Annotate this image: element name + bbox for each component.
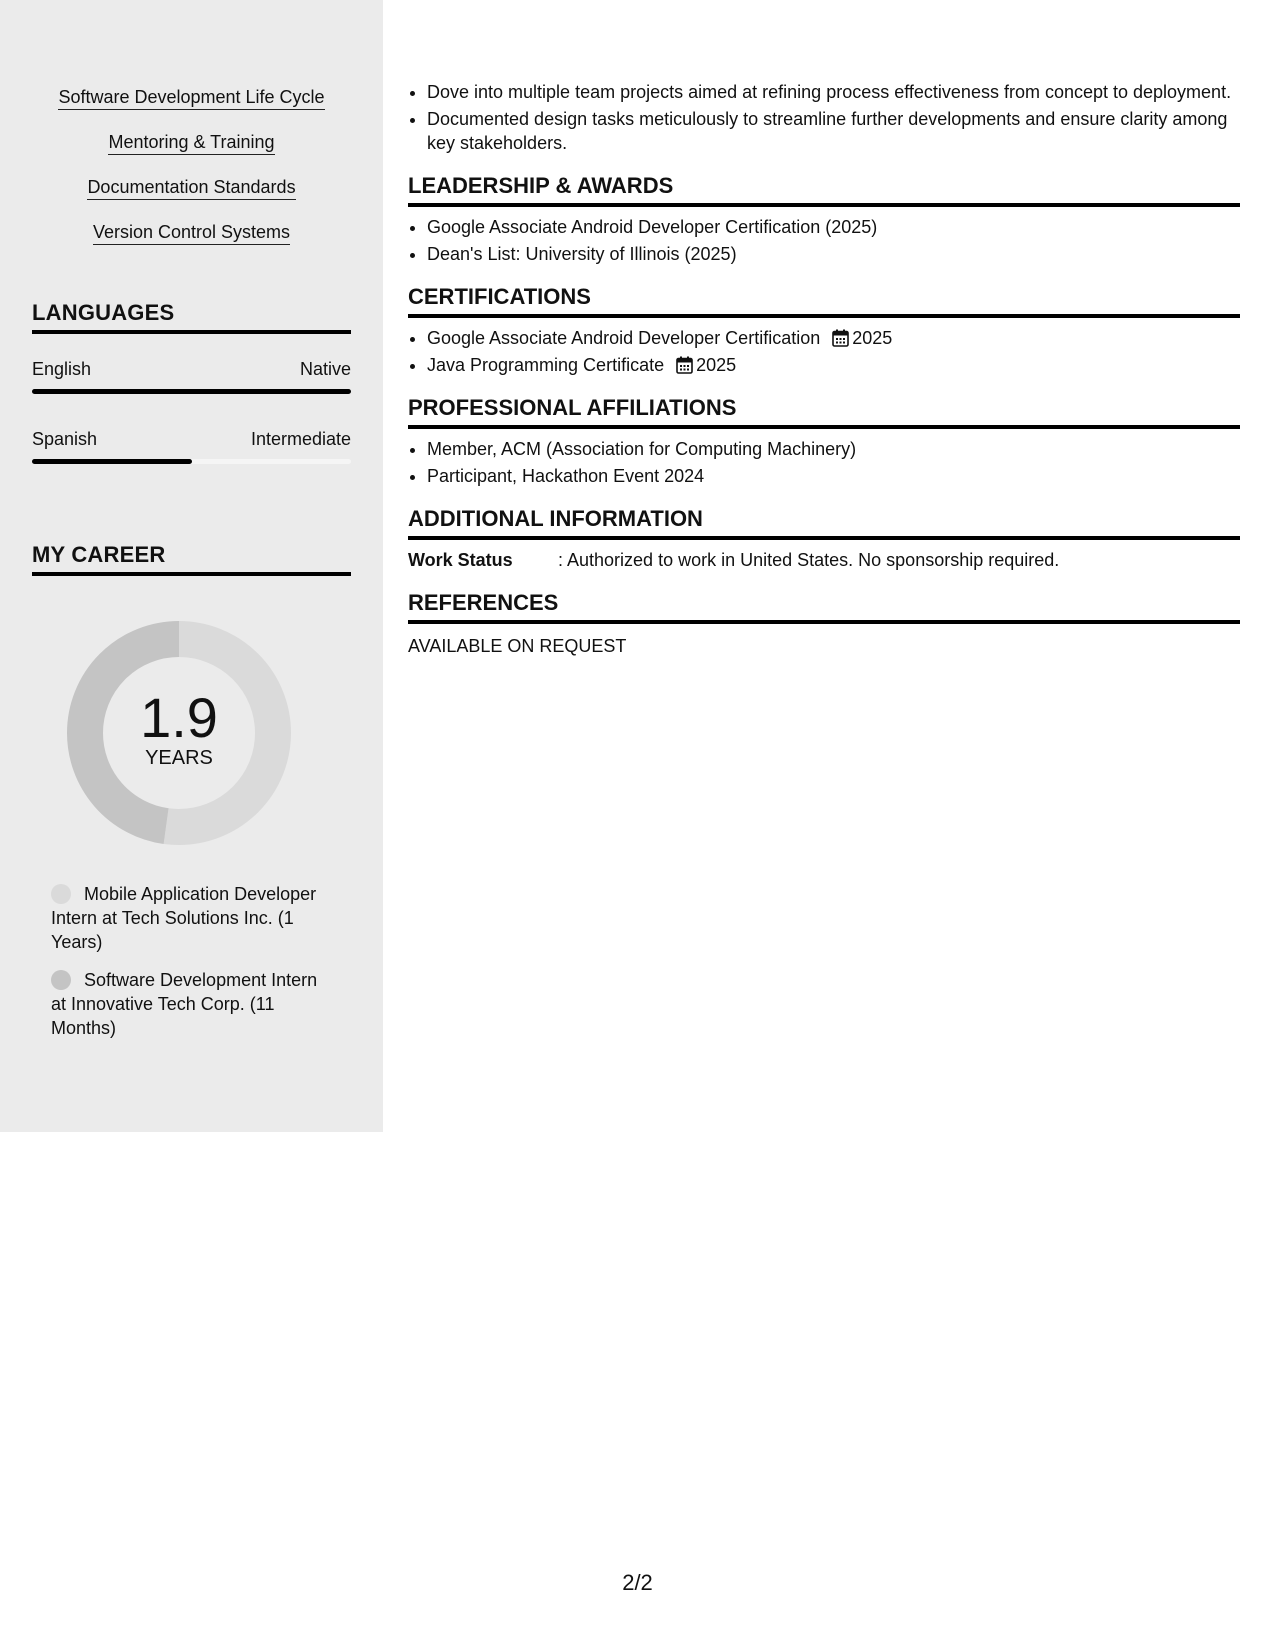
calendar-icon: [676, 356, 693, 374]
languages-heading: LANGUAGES: [32, 300, 351, 334]
work-status-value: : Authorized to work in United States. No sponsorship required.: [558, 550, 1060, 570]
references-section: [408, 590, 1240, 658]
leadership-heading: LEADERSHIP & AWARDS: [408, 173, 1240, 207]
language-name: Spanish: [32, 429, 98, 449]
experience-bullet: • Dove into multiple team projects aimed at refining process effectiveness from concept to deployment.: [427, 80, 1240, 104]
work-status-row: [408, 548, 1240, 572]
legend-dot: [51, 884, 71, 904]
skill-tag: Documentation Standards: [87, 176, 295, 200]
certification-item: [427, 353, 1240, 377]
language-bar: [32, 389, 351, 394]
language-bar: [32, 459, 351, 464]
language-level: Intermediate: [250, 429, 351, 449]
certification-item: [427, 326, 1240, 350]
career-legend-item: [51, 968, 321, 1040]
career-heading: MY CAREER: [32, 542, 351, 576]
affiliation-item: • Participant, Hackathon Event 2024: [427, 464, 1240, 488]
leadership-item: • Google Associate Android Developer Certification (2025): [427, 215, 1240, 239]
language-bar-fill: [32, 459, 192, 464]
language-english: [32, 358, 351, 394]
experience-bullet: • Documented design tasks meticulously to streamline further developments and ensure clarity among key stakeholders.: [427, 107, 1240, 155]
certification-year: 2025: [696, 355, 737, 375]
main-content: [408, 80, 1240, 658]
skill-tag: Version Control Systems: [93, 221, 290, 245]
page-number: 2/2: [622, 1570, 653, 1595]
legend-dot: [51, 970, 71, 990]
skill-tag: Software Development Life Cycle: [58, 86, 324, 110]
career-donut-chart: [66, 620, 292, 846]
leadership-item: • Dean's List: University of Illinois (2025): [427, 242, 1240, 266]
sidebar: [0, 0, 383, 1132]
legend-label: Mobile Application Developer Intern at Tech Solutions Inc. (1 Years): [51, 884, 317, 952]
additional-info-section: [408, 506, 1240, 572]
affiliations-section: [408, 395, 1240, 488]
language-bar-fill: [32, 389, 351, 394]
career-total-value: 1.9: [140, 686, 218, 749]
language-level: Native: [299, 359, 351, 379]
career-total: [66, 620, 292, 846]
leadership-list: [408, 215, 1240, 266]
affiliations-list: [408, 437, 1240, 488]
calendar-icon: [832, 329, 849, 347]
certifications-list: [408, 326, 1240, 377]
language-name: English: [32, 359, 92, 379]
skill-tag: Mentoring & Training: [108, 131, 274, 155]
affiliations-heading: PROFESSIONAL AFFILIATIONS: [408, 395, 1240, 429]
career-total-unit: YEARS: [145, 747, 213, 769]
certification-year: 2025: [852, 328, 893, 348]
certification-name: Google Associate Android Developer Certification: [427, 328, 821, 348]
references-text: AVAILABLE ON REQUEST: [408, 636, 627, 656]
career-legend: [51, 882, 321, 1054]
career-legend-item: [51, 882, 321, 954]
skills-list: [0, 86, 383, 266]
work-status-label: Work Status: [408, 550, 513, 570]
references-heading: REFERENCES: [408, 590, 1240, 624]
additional-info-heading: ADDITIONAL INFORMATION: [408, 506, 1240, 540]
affiliation-item: • Member, ACM (Association for Computing Machinery): [427, 437, 1240, 461]
leadership-section: [408, 173, 1240, 266]
legend-label: Software Development Intern at Innovative Tech Corp. (11 Months): [51, 970, 318, 1038]
experience-bullets: [408, 80, 1240, 155]
language-spanish: [32, 428, 351, 464]
certifications-heading: CERTIFICATIONS: [408, 284, 1240, 318]
certification-name: Java Programming Certificate: [427, 355, 665, 375]
certifications-section: [408, 284, 1240, 377]
